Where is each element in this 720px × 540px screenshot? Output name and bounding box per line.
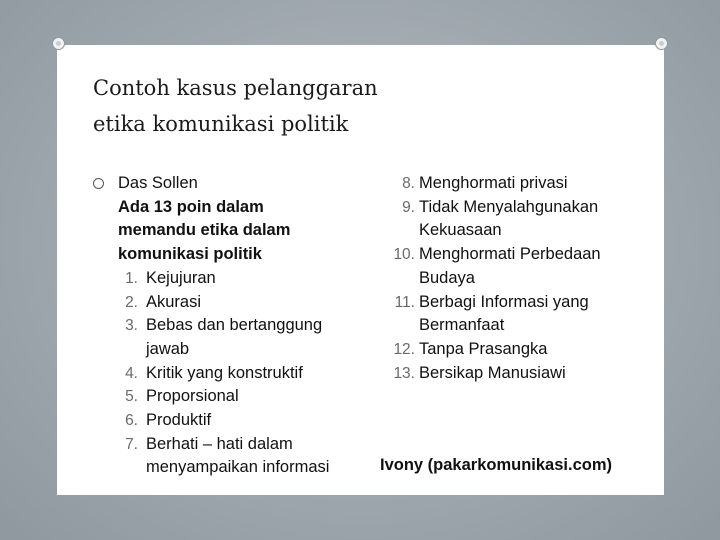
item-number: 1. — [125, 269, 138, 287]
title-line-2: etika komunikasi politik — [93, 112, 349, 136]
title-line-1: Contoh kasus pelanggaran — [93, 76, 378, 100]
list-item — [388, 338, 658, 362]
item-text: Menghormati Perbedaan — [419, 245, 601, 264]
list-item — [118, 291, 363, 315]
list-item — [118, 409, 363, 433]
item-text: Bermanfaat — [419, 316, 505, 335]
intro-text — [93, 196, 363, 267]
item-number: 2. — [125, 293, 138, 311]
item-number: 10. — [393, 246, 415, 264]
item-number: 12. — [393, 340, 415, 358]
item-text: jawab — [146, 339, 190, 358]
item-number: 6. — [125, 412, 138, 430]
item-text: Budaya — [419, 268, 475, 287]
left-column — [93, 172, 363, 480]
item-text: Akurasi — [146, 292, 202, 311]
item-number: 9. — [402, 198, 415, 216]
right-column — [388, 172, 658, 385]
list-item — [118, 385, 363, 409]
item-text: Proporsional — [146, 387, 239, 406]
slide-title — [93, 70, 393, 142]
numbered-list-left — [93, 267, 363, 480]
list-item — [388, 172, 658, 196]
intro-line: Ada 13 poin dalam — [118, 197, 264, 216]
list-item — [118, 362, 363, 386]
intro-line: komunikasi politik — [118, 245, 262, 264]
item-text: Bebas dan bertanggung — [146, 316, 323, 335]
list-item — [388, 196, 658, 243]
item-number: 5. — [125, 388, 138, 406]
item-text: menyampaikan informasi — [146, 458, 330, 477]
item-number: 11. — [394, 293, 415, 311]
corner-pin-top-left — [52, 37, 65, 50]
intro-line: memandu etika dalam — [118, 221, 291, 240]
list-item — [388, 291, 658, 338]
item-number: 8. — [402, 175, 415, 192]
item-number: 4. — [125, 364, 138, 382]
bullet-das-sollen — [93, 172, 363, 196]
list-item — [118, 314, 363, 361]
item-text: Kejujuran — [146, 268, 216, 287]
item-text: Berhati – hati dalam — [146, 434, 293, 453]
list-item — [118, 267, 363, 291]
bullet-text: Das Sollen — [118, 174, 198, 192]
item-text: Tidak Menyalahgunakan — [419, 197, 599, 216]
source-credit: Ivony (pakarkomunikasi.com) — [380, 456, 612, 474]
item-text: Bersikap Manusiawi — [419, 363, 566, 382]
item-text: Berbagi Informasi yang — [419, 292, 589, 311]
list-item — [118, 433, 363, 480]
item-number: 13. — [393, 364, 415, 382]
item-text: Kekuasaan — [419, 221, 502, 240]
list-item — [388, 362, 658, 386]
corner-pin-top-right — [655, 37, 668, 50]
item-number: 3. — [125, 317, 138, 335]
list-item — [388, 243, 658, 290]
item-text: Tanpa Prasangka — [419, 339, 548, 358]
item-text: Menghormati privasi — [419, 174, 568, 192]
item-text: Produktif — [146, 411, 212, 430]
item-number: 7. — [125, 435, 138, 453]
item-text: Kritik yang konstruktif — [146, 363, 303, 382]
bullet-circle-icon — [93, 178, 104, 189]
